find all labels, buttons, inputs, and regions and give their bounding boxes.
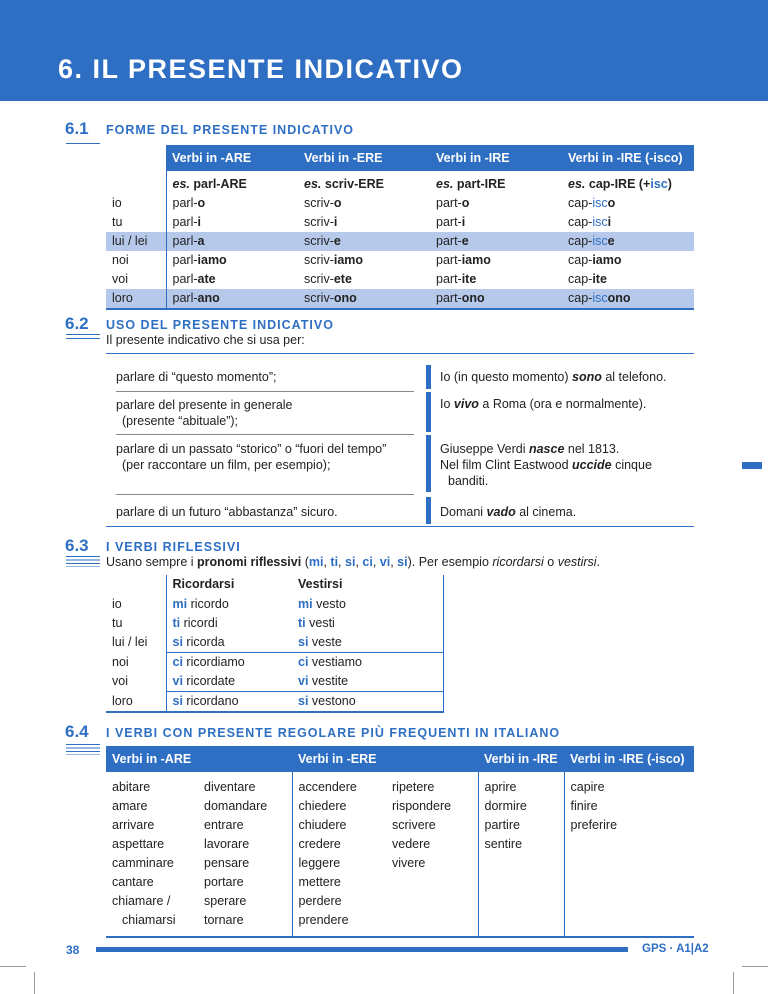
pronoun-cell: loro (106, 289, 166, 309)
pronoun-cell: io (106, 595, 166, 614)
header-isco: Verbi in -IRE (-isco) (562, 145, 694, 171)
page-header (0, 0, 768, 101)
pronoun-cell: tu (106, 213, 166, 232)
verb-item: camminare (112, 856, 174, 870)
table-row (106, 232, 694, 251)
verb-item: entrare (204, 818, 244, 832)
example-cell: es. scriv-ERE (304, 177, 384, 191)
pronoun-cell: noi (106, 653, 166, 673)
section-rule (66, 334, 100, 339)
table-row (106, 672, 444, 692)
example-cell: es. cap-IRE (+isc) (568, 177, 672, 191)
conjugation-cell: parl-iamo (172, 253, 227, 267)
conjugation-cell: scriv-i (304, 215, 338, 229)
conjugation-cell: cap-iamo (568, 253, 622, 267)
conjugation-cell: cap-isco (568, 196, 616, 210)
section-number: 6.4 (65, 722, 89, 741)
verb-item: prendere (298, 913, 349, 927)
verb-item: vedere (392, 837, 431, 851)
verb-item: diventare (204, 780, 256, 794)
pronoun-cell: voi (106, 672, 166, 692)
conjugation-cell: part-iamo (436, 253, 491, 267)
verb-item: vivere (392, 856, 426, 870)
conjugation-cell: si ricordano (172, 694, 239, 708)
usage-example: Domani vado al cinema. (440, 505, 577, 519)
section-intro: Usano sempre i pronomi riflessivi (mi, ti, si, ci, vi, si). Per esempio ricordarsi o vestirsi. (106, 555, 601, 569)
example-cell: es. part-IRE (436, 177, 506, 191)
conjugation-cell: scriv-iamo (304, 253, 364, 267)
verb-list (292, 772, 386, 937)
verb-item: leggere (298, 856, 341, 870)
verb-item: aspettare (112, 837, 165, 851)
header-blank (106, 575, 166, 595)
verb-item: scrivere (392, 818, 436, 832)
verb-item: mettere (298, 875, 341, 889)
frequent-verbs-table (106, 746, 694, 938)
table-row (106, 213, 694, 232)
verb-item: abitare (112, 780, 151, 794)
pronoun-cell: tu (106, 614, 166, 633)
usage-bar (426, 497, 431, 524)
header-ere: Verbi in -ERE (292, 746, 478, 772)
usage-bar (426, 365, 431, 389)
verb-item: accendere (298, 780, 357, 794)
conjugation-cell: part-ono (430, 289, 562, 309)
section-number: 6.3 (65, 536, 89, 555)
conjugation-cell: parl-ate (172, 272, 216, 286)
footer-brand: GPS · A1|A2 (642, 943, 709, 955)
pronoun-cell: voi (106, 270, 166, 289)
header-are: Verbi in -ARE (106, 746, 292, 772)
conjugation-cell: part-e (430, 232, 562, 251)
table-header-row (106, 575, 444, 595)
verb-list (386, 772, 478, 937)
conjugation-cell: cap-isce (562, 232, 694, 251)
verb-item: preferire (570, 818, 618, 832)
conjugation-cell: part-i (436, 215, 466, 229)
table-row (106, 194, 694, 213)
table-row (106, 270, 694, 289)
header-ire: Verbi in -IRE (430, 145, 562, 171)
conjugation-cell: scriv-ete (304, 272, 352, 286)
table-header-row (106, 746, 694, 772)
section-rule (66, 556, 100, 567)
section-number: 6.1 (65, 119, 89, 138)
header-are: Verbi in -ARE (166, 145, 298, 171)
table-row (106, 595, 444, 614)
usage-separator (116, 494, 414, 495)
conjugation-cell: ci vestiamo (298, 655, 362, 669)
section-rule (66, 143, 100, 144)
verb-item: amare (112, 799, 148, 813)
conjugation-cell: parl-ano (166, 289, 298, 309)
conjugation-cell: si ricorda (166, 633, 292, 653)
chapter-title: 6. IL PRESENTE INDICATIVO (58, 54, 464, 84)
pronoun-cell: lui / lei (106, 232, 166, 251)
verb-item: capire (570, 780, 605, 794)
verb-list (478, 772, 564, 937)
header-vestirsi: Vestirsi (298, 577, 343, 591)
page-number: 38 (66, 943, 80, 957)
section-title: USO DEL PRESENTE INDICATIVO (106, 318, 334, 332)
usage-example: Io vivo a Roma (ora e normalmente). (440, 397, 647, 411)
verb-item: partire (484, 818, 520, 832)
verb-list (198, 772, 292, 937)
pronoun-cell (106, 171, 166, 194)
usage-description: parlare di un passato “storico” o “fuori del tempo” (per raccontare un film, per esempio); (116, 442, 387, 472)
verb-item: chiudere (298, 818, 347, 832)
conjugation-cell: vi ricordate (166, 672, 292, 692)
verb-item: ripetere (392, 780, 435, 794)
header-ere: Verbi in -ERE (298, 145, 430, 171)
table-row (106, 171, 694, 194)
conjugation-cell: parl-i (172, 215, 201, 229)
section-title: I VERBI CON PRESENTE REGOLARE PIÙ FREQUENTI IN ITALIANO (106, 726, 561, 740)
header-isco: Verbi in -IRE (-isco) (564, 746, 694, 772)
verb-item: sperare (204, 894, 247, 908)
pronoun-cell: noi (106, 251, 166, 270)
verb-item: chiamare / (112, 894, 171, 908)
usage-separator (116, 434, 414, 435)
conjugation-cell: ci ricordiamo (172, 655, 245, 669)
verb-list (106, 772, 198, 937)
footer-rule (96, 947, 628, 952)
section-intro: Il presente indicativo che si usa per: (106, 333, 305, 347)
usage-separator (116, 391, 414, 392)
verb-item: perdere (298, 894, 342, 908)
pronoun-cell: loro (106, 692, 166, 713)
usage-description: parlare di “questo momento”; (116, 370, 277, 384)
table-row (106, 251, 694, 270)
table-row (106, 653, 444, 673)
conjugation-cell: ti vesti (298, 616, 335, 630)
verb-item: arrivare (112, 818, 155, 832)
conjugation-cell: ti ricordi (172, 616, 218, 630)
usage-example: Io (in questo momento) sono al telefono. (440, 370, 667, 384)
conjugation-cell: scriv-o (304, 196, 342, 210)
conjugation-cell: scriv-ono (298, 289, 430, 309)
section-rule (66, 744, 100, 755)
verb-list (564, 772, 694, 937)
conjugation-cell: mi ricordo (172, 597, 229, 611)
header-ricordarsi: Ricordarsi (172, 577, 235, 591)
conjugation-cell: cap-iscono (562, 289, 694, 309)
section-title: FORME DEL PRESENTE INDICATIVO (106, 123, 355, 137)
pronoun-cell: io (106, 194, 166, 213)
table-header-row (106, 145, 694, 171)
example-cell: es. parl-ARE (172, 177, 247, 191)
usage-table (106, 353, 694, 527)
table-row (106, 692, 444, 713)
section-number: 6.2 (65, 314, 89, 333)
conjugation-cell: si veste (292, 633, 444, 653)
usage-bar (426, 435, 431, 492)
conjugation-cell: scriv-e (298, 232, 430, 251)
pronoun-cell: lui / lei (106, 633, 166, 653)
conjugation-cell: vi vestite (292, 672, 444, 692)
verb-item: dormire (484, 799, 527, 813)
header-ire: Verbi in -IRE (478, 746, 564, 772)
verb-item: portare (204, 875, 244, 889)
verb-item: cantare (112, 875, 154, 889)
verb-item: rispondere (392, 799, 452, 813)
section-title: I VERBI RIFLESSIVI (106, 540, 241, 554)
reflexive-table (106, 575, 444, 713)
verb-item: tornare (204, 913, 244, 927)
usage-description: parlare di un futuro “abbastanza” sicuro. (116, 505, 338, 519)
conjugation-cell: part-o (436, 196, 470, 210)
conjugation-cell: si vestono (298, 694, 356, 708)
verb-item: pensare (204, 856, 250, 870)
conjugation-cell: cap-ite (568, 272, 607, 286)
conjugation-cell: part-ite (436, 272, 477, 286)
usage-example: Giuseppe Verdi nasce nel 1813. Nel film Clint Eastwood uccide cinque banditi. (440, 442, 652, 488)
verb-item: lavorare (204, 837, 250, 851)
table-row (106, 614, 444, 633)
side-tab-mark (742, 462, 762, 469)
conjugation-cell: cap-isci (568, 215, 612, 229)
table-row (106, 289, 694, 309)
conjugation-cell: parl-o (172, 196, 206, 210)
conjugation-table (106, 145, 694, 310)
table-row (106, 633, 444, 653)
verb-item: domandare (204, 799, 268, 813)
verb-item: credere (298, 837, 341, 851)
header-blank (106, 145, 166, 171)
verb-item: chiedere (298, 799, 347, 813)
verb-item: chiamarsi (122, 913, 176, 927)
usage-bar (426, 392, 431, 432)
conjugation-cell: parl-a (166, 232, 298, 251)
usage-description: parlare del presente in generale (presente “abituale”); (116, 398, 293, 428)
verb-item: finire (570, 799, 598, 813)
verb-item: sentire (484, 837, 523, 851)
conjugation-cell: mi vesto (298, 597, 346, 611)
table-row (106, 772, 694, 937)
verb-item: aprire (484, 780, 517, 794)
